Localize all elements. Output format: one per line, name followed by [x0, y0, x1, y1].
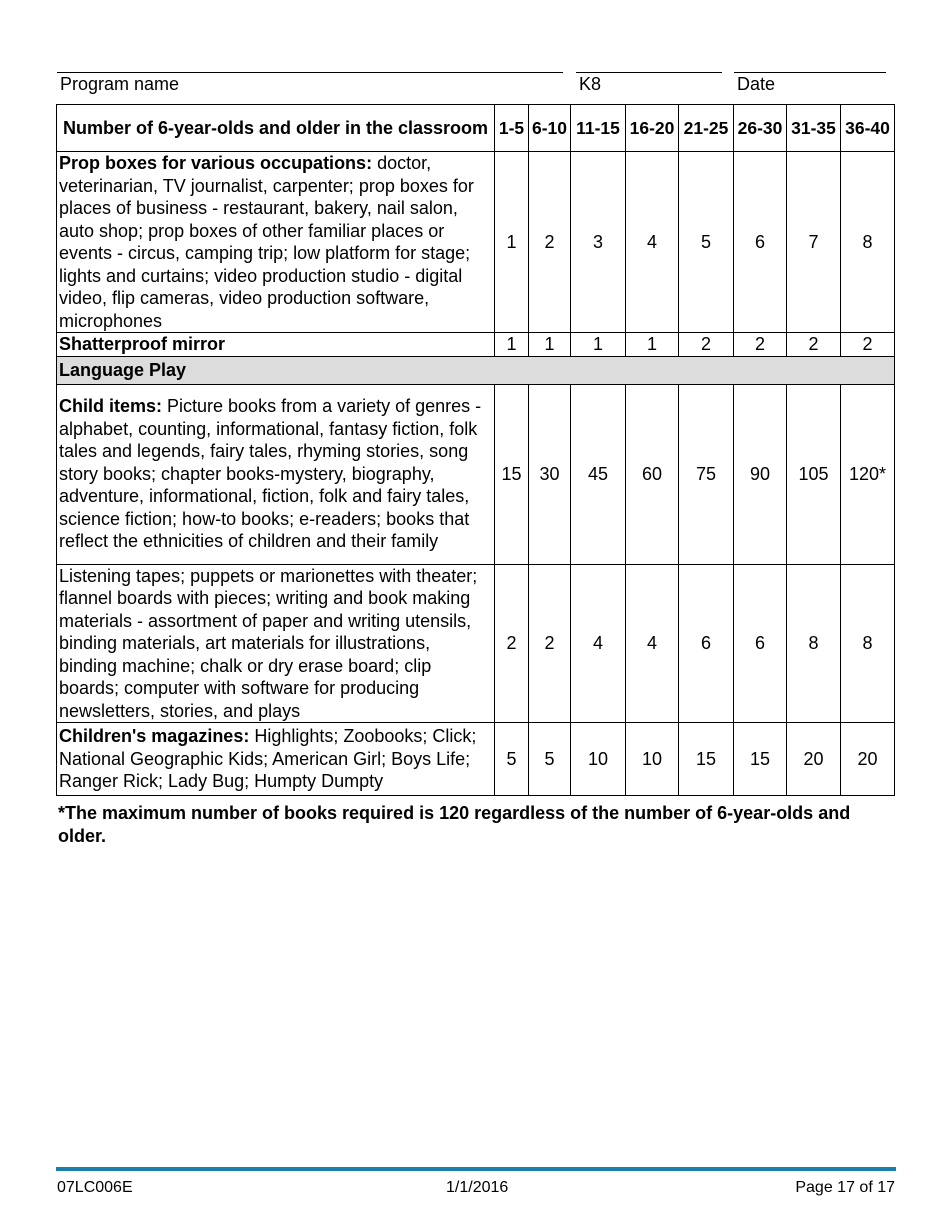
- item-title: Child items:: [59, 396, 163, 417]
- quantity-cell: 20: [841, 723, 895, 796]
- range-header: 11-15: [571, 105, 626, 152]
- quantity-cell: 120*: [841, 384, 895, 564]
- range-header: 1-5: [495, 105, 529, 152]
- section-title: Language Play: [57, 356, 895, 384]
- quantity-cell: 90: [734, 384, 787, 564]
- quantity-cell: 1: [495, 152, 529, 333]
- table-row: [57, 723, 895, 796]
- footer-form-id: 07LC006E: [57, 1179, 133, 1196]
- quantity-cell: 10: [626, 723, 679, 796]
- item-description: [57, 564, 495, 723]
- quantity-cell: 6: [734, 564, 787, 723]
- footer-page-number: Page 17 of 17: [795, 1179, 895, 1196]
- range-header: 26-30: [734, 105, 787, 152]
- date-field[interactable]: [734, 72, 886, 94]
- quantity-cell: 5: [495, 723, 529, 796]
- item-text: Highlights; Zoobooks; Click; National Geographic Kids; American Girl; Boys Life; Ranger Rick; Lady Bug; Humpty Dumpty: [59, 726, 477, 792]
- item-text: doctor, veterinarian, TV journalist, carpenter; prop boxes for places of business - restaurant, bakery, nail salon, auto shop; prop boxes of other familiar places or events - circus, camping trip; low platform for stage; lights and curtains; video production studio - digital video, flip cameras, video production software, microphones: [59, 153, 474, 331]
- section-row-language-play: [57, 356, 895, 384]
- quantity-cell: 1: [626, 333, 679, 357]
- quantity-cell: 2: [529, 152, 571, 333]
- range-header: 16-20: [626, 105, 679, 152]
- program-name-label: Program name: [60, 74, 180, 94]
- footer-date: 1/1/2016: [446, 1179, 509, 1196]
- quantity-cell: 15: [679, 723, 734, 796]
- quantity-cell: 2: [787, 333, 841, 357]
- item-title: Shatterproof mirror: [59, 334, 226, 354]
- quantity-cell: 105: [787, 384, 841, 564]
- program-name-field[interactable]: [57, 72, 563, 94]
- range-header: 6-10: [529, 105, 571, 152]
- item-text: Picture books from a variety of genres - alphabet, counting, informational, fantasy fiction, folk tales and legends, fairy tales, rhyming stories, song story books; chapter books-mystery, biography, adventure, informational, fiction, folk and fairy tales, science fiction; how-to books; e-readers; books that reflect the ethnicities of children and their family: [59, 396, 482, 552]
- quantity-cell: 1: [495, 333, 529, 357]
- quantity-cell: 2: [734, 333, 787, 357]
- quantity-cell: 5: [679, 152, 734, 333]
- quantity-cell: 8: [841, 564, 895, 723]
- range-header: 36-40: [841, 105, 895, 152]
- item-description: [57, 152, 495, 333]
- table-row: [57, 333, 895, 357]
- quantity-cell: 4: [626, 152, 679, 333]
- quantity-cell: 60: [626, 384, 679, 564]
- table-row: [57, 384, 895, 564]
- item-title: Children's magazines:: [59, 726, 250, 747]
- quantity-cell: 20: [787, 723, 841, 796]
- k8-field[interactable]: [576, 72, 722, 94]
- k8-label: K8: [579, 74, 602, 94]
- quantity-cell: 2: [841, 333, 895, 357]
- item-description: [57, 723, 495, 796]
- footnote: *The maximum number of books required is 120 regardless of the number of 6-year-olds and older.: [58, 803, 851, 846]
- table-row: [57, 564, 895, 723]
- table-row: [57, 152, 895, 333]
- quantity-cell: 4: [626, 564, 679, 723]
- quantity-cell: 1: [571, 333, 626, 357]
- quantity-cell: 15: [734, 723, 787, 796]
- quantity-cell: 8: [841, 152, 895, 333]
- quantity-cell: 3: [571, 152, 626, 333]
- quantity-cell: 2: [529, 564, 571, 723]
- item-description: [57, 384, 495, 564]
- quantity-cell: 10: [571, 723, 626, 796]
- quantity-cell: 2: [679, 333, 734, 357]
- quantity-cell: 6: [679, 564, 734, 723]
- item-title: Prop boxes for various occupations:: [59, 153, 373, 173]
- quantity-cell: 15: [495, 384, 529, 564]
- quantity-cell: 6: [734, 152, 787, 333]
- quantity-cell: 8: [787, 564, 841, 723]
- quantity-cell: 1: [529, 333, 571, 357]
- classroom-count-header: Number of 6-year-olds and older in the classroom: [57, 105, 495, 152]
- quantity-cell: 7: [787, 152, 841, 333]
- quantity-cell: 5: [529, 723, 571, 796]
- table-header-row: [57, 105, 895, 152]
- equipment-requirements-table: [56, 104, 895, 796]
- date-label: Date: [737, 74, 776, 94]
- range-header: 31-35: [787, 105, 841, 152]
- item-text: Listening tapes; puppets or marionettes with theater; flannel boards with pieces; writing and book making materials - assortment of paper and writing utensils, binding materials, art materials for illustrations, binding machine; chalk or dry erase board; clip boards; computer with software for producing newsletters, stories, and plays: [59, 565, 478, 721]
- item-description: [57, 333, 495, 357]
- range-header: 21-25: [679, 105, 734, 152]
- footer-rule: [56, 1167, 896, 1171]
- quantity-cell: 4: [571, 564, 626, 723]
- quantity-cell: 45: [571, 384, 626, 564]
- quantity-cell: 75: [679, 384, 734, 564]
- quantity-cell: 30: [529, 384, 571, 564]
- quantity-cell: 2: [495, 564, 529, 723]
